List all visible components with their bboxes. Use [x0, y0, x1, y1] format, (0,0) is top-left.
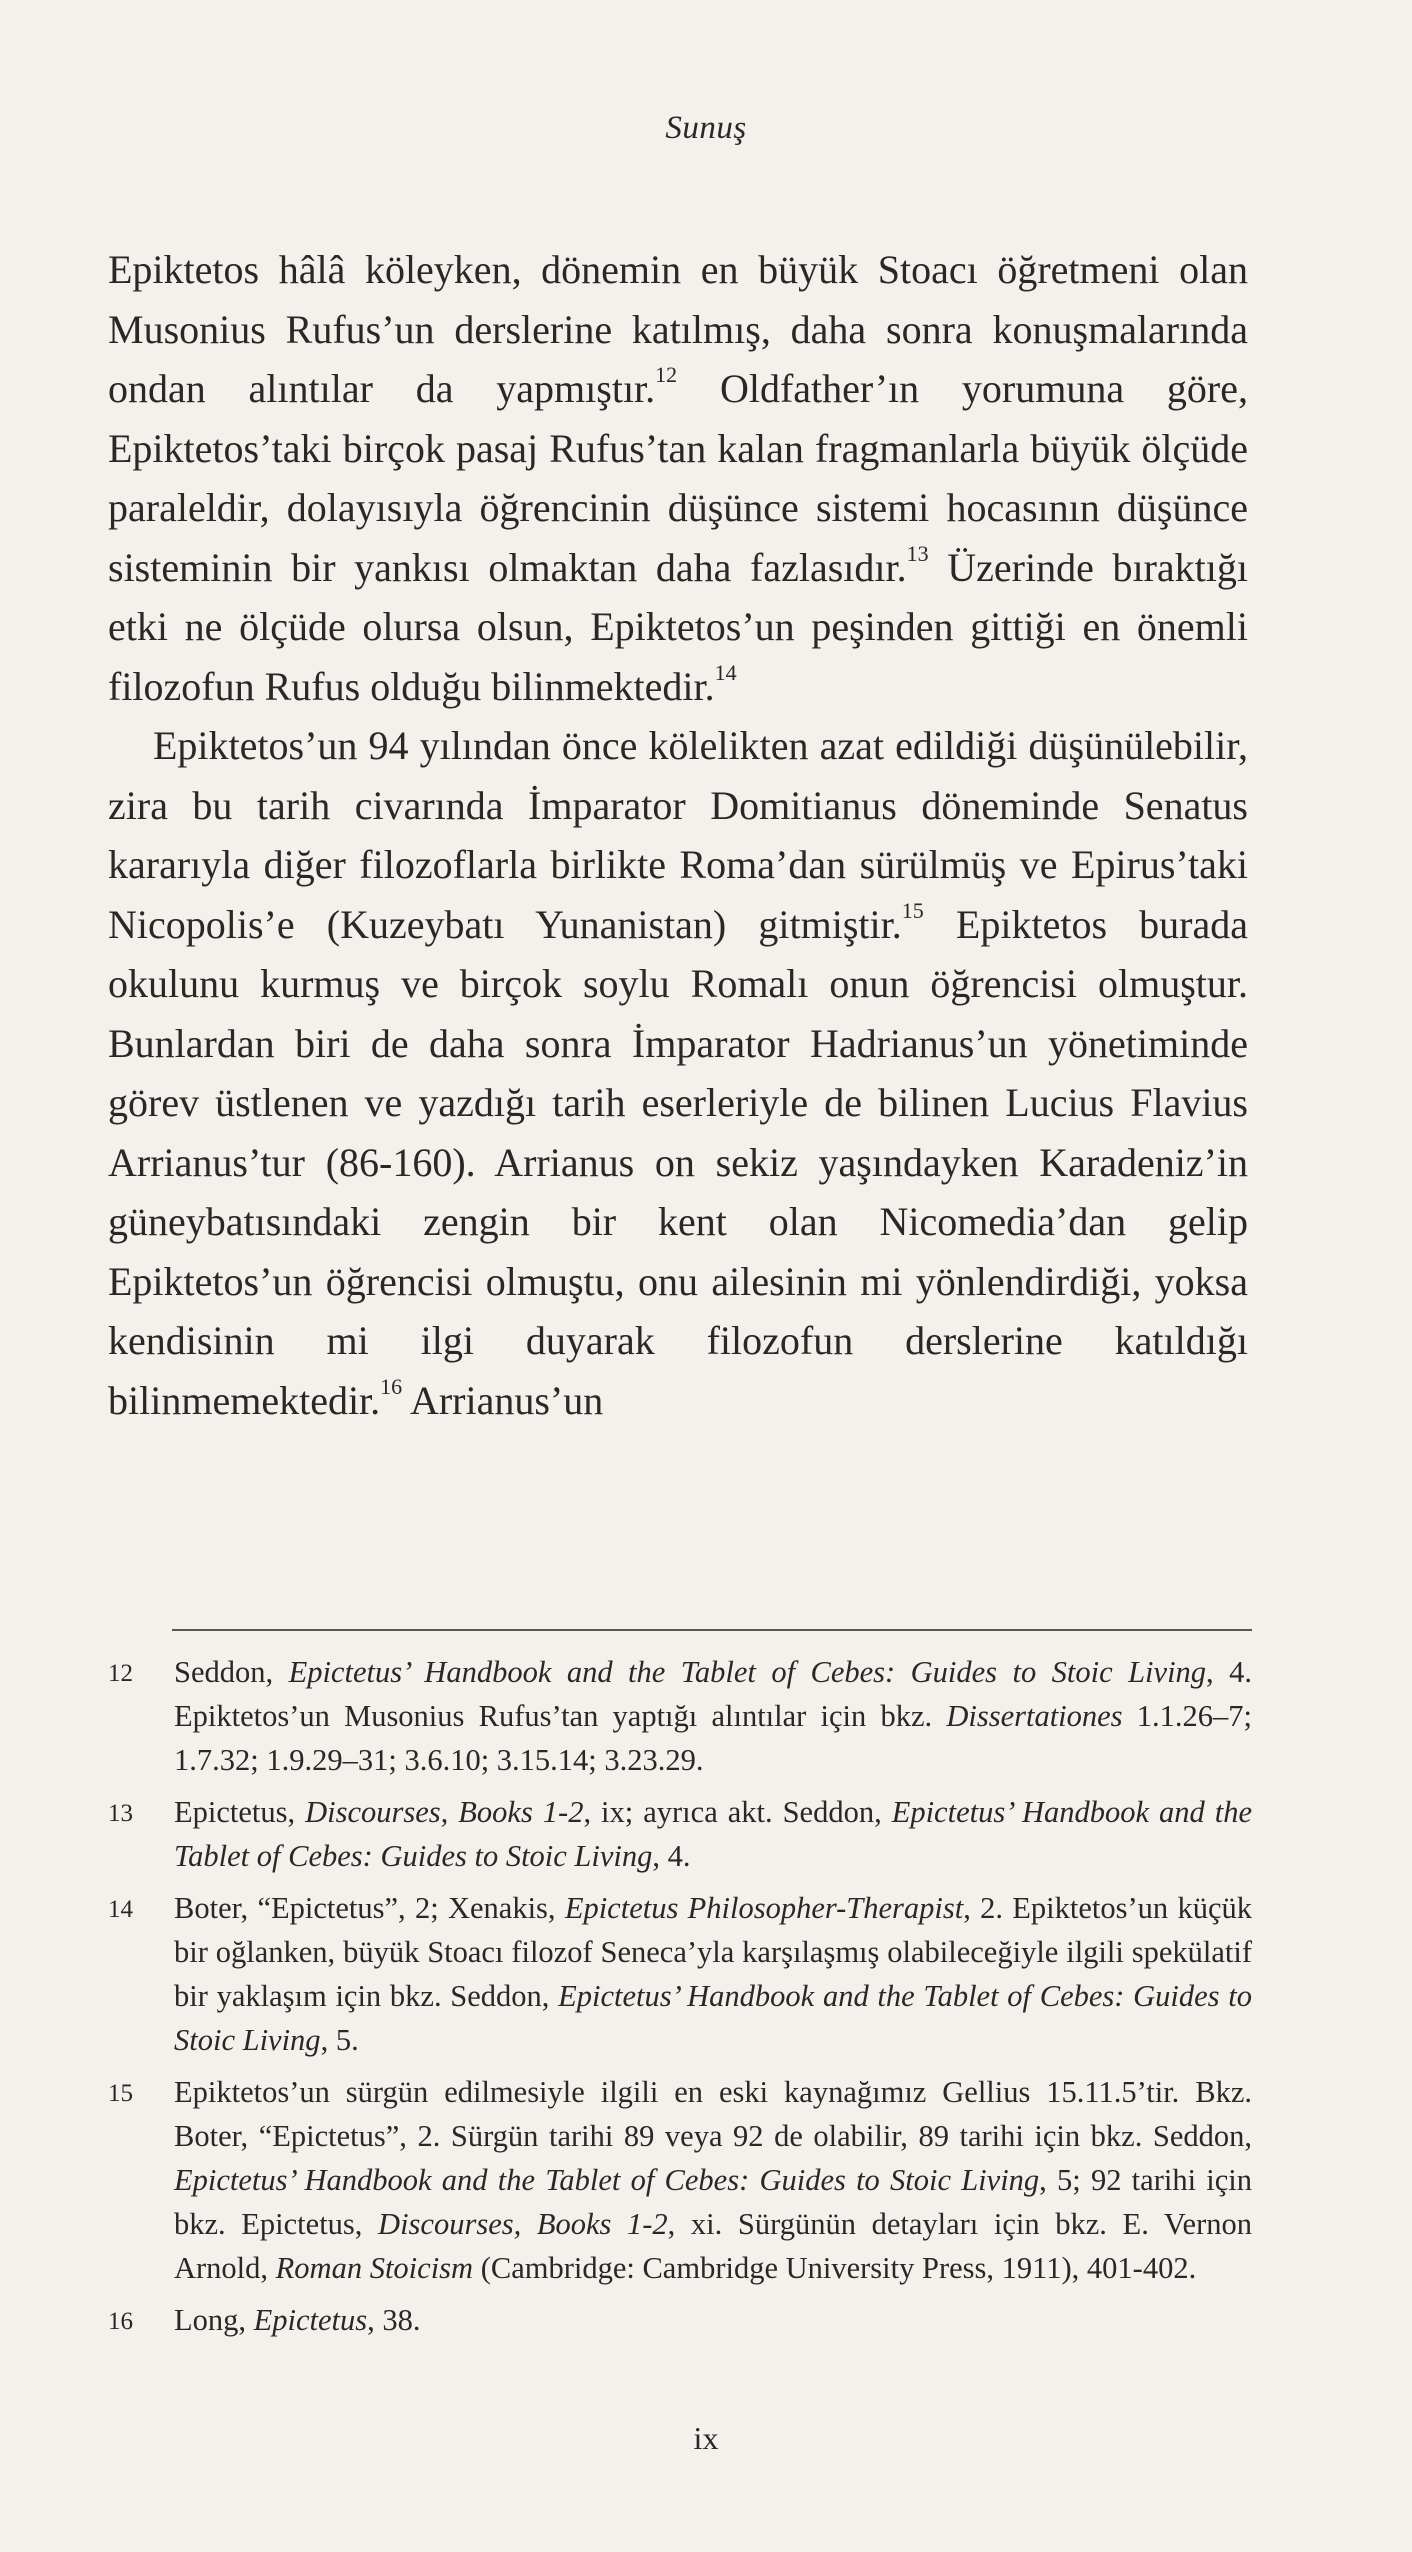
page-number: ix [693, 2420, 719, 2456]
footnote-text [174, 1886, 1252, 2062]
paragraph-text: Arrianus’un [402, 1377, 604, 1423]
footnote-number: 12 [108, 1660, 133, 1687]
footnote-title: Epictetus Philosopher-Therapist [564, 1891, 964, 1925]
footnote-reference: 15 [901, 897, 924, 923]
footnote-segment: 1.1.26–7; 1.7.32; 1.9.29–31; 3.6.10; 3.15.14; 3.23.29. [174, 1699, 1252, 1777]
body-paragraph [108, 240, 1248, 716]
footnote-text [174, 2298, 1252, 2344]
footnote-title: Discourses, Books 1-2 [305, 1795, 584, 1829]
footnote-number: 16 [108, 2308, 133, 2335]
footnote-segment: , 4. Epiktetos’un Musonius Rufus’tan yaptığı alıntılar için bkz. [174, 1655, 1252, 1733]
footnote [108, 2298, 1252, 2344]
paragraph-text: Oldfather’ın yorumuna göre, Epiktetos’taki birçok pasaj Rufus’tan kalan fragmanlarla büyük ölçüde paraleldir, dolayısıyla öğrencinin düşünce sistemi hocasının düşünce sisteminin bir yankısı olmaktan daha fazlasıdır. [108, 366, 1248, 590]
body-text [108, 240, 1248, 1430]
footnote-reference: 14 [714, 659, 737, 685]
footnote-segment: Epiktetos’un sürgün edilmesiyle ilgili en eski kaynağımız Gellius 15.11.5’tir. Bkz. Boter, “Epictetus”, 2. Sürgün tarihi 89 veya 92 de olabilir, 89 tarihi için bkz. Seddon, [174, 2075, 1252, 2153]
footnote-segment: , ix; ayrıca akt. Seddon, [583, 1795, 892, 1829]
paragraph-text: Epiktetos’un 94 yılından önce kölelikten azat edildiği düşünülebilir, zira bu tarih civarında İmparator Domitianus döneminde Senatus kararıyla diğer filozoflarla birlikte Roma’dan sürülmüş ve Epirus’taki Nicopolis’e (Kuzeybatı Yunanistan) gitmiştir. [108, 723, 1248, 947]
footnote-segment: , 2. Epiktetos’un küçük bir oğlanken, büyük Stoacı filozof Seneca’yla karşılaşmış olabileceğiyle ilgili spekülatif bir yaklaşım için bkz. Seddon, [174, 1891, 1253, 2013]
footnote-reference: 13 [906, 540, 929, 566]
footnote-number: 15 [108, 2080, 133, 2107]
footnote-segment: , 5; 92 tarihi için bkz. Epictetus, [174, 2163, 1252, 2241]
footnote-text [174, 2070, 1252, 2290]
footnote-segment: Epictetus, [174, 1795, 306, 1829]
footnote-number: 13 [108, 1800, 133, 1827]
footnote-segment: (Cambridge: Cambridge University Press, 1911), 401-402. [473, 2251, 1197, 2285]
footnote [108, 1790, 1252, 1878]
footnote-segment: , 4. [652, 1839, 691, 1873]
footnote-title: Epictetus’ Handbook and the Tablet of Cebes: Guides to Stoic Living [174, 1795, 1252, 1873]
footnote [108, 1886, 1252, 2062]
footnote-segment: Seddon, [174, 1655, 289, 1689]
footnote [108, 1650, 1252, 1782]
footnote-reference: 16 [380, 1373, 403, 1399]
footnote-segment: , 5. [320, 2023, 359, 2057]
footnote-title: Epictetus’ Handbook and the Tablet of Cebes: Guides to Stoic Living [174, 2163, 1040, 2197]
footnote-segment: Long, [174, 2303, 254, 2337]
footnote-segment: , 38. [367, 2303, 421, 2337]
footnote-title: Dissertationes [946, 1699, 1123, 1733]
running-header: Sunuş [665, 110, 747, 146]
footnote-title: Epictetus’ Handbook and the Tablet of Cebes: Guides to Stoic Living [288, 1655, 1207, 1689]
paragraph-text: Üzerinde bıraktığı etki ne ölçüde olursa olsun, Epiktetos’un peşinden gittiği en önemli filozofun Rufus olduğu bilinmektedir. [108, 544, 1249, 709]
footnote-title: Roman Stoicism [275, 2251, 474, 2285]
footnote-title: Epictetus [253, 2303, 368, 2337]
footnote-divider [172, 1629, 1252, 1631]
paragraph-text: Epiktetos hâlâ köleyken, dönemin en büyük Stoacı öğretmeni olan Musonius Rufus’un derslerine katılmış, daha sonra konuşmalarında ondan alıntılar da yapmıştır. [108, 247, 1248, 411]
paragraph-text: Epiktetos burada okulunu kurmuş ve birçok soylu Romalı onun öğrencisi olmuştur. Bunlardan biri de daha sonra İmparator Hadrianus’un yönetiminde görev üstlenen ve yazdığı tarih eserleriyle de bilinen Lucius Flavius Arrianus’tur (86-160). Arrianus on sekiz yaşındayken Karadeniz’in güneybatısındaki zengin bir kent olan Nicomedia’dan gelip Epiktetos’un öğrencisi olmuştu, onu ailesinin mi yönlendirdiği, yoksa kendisinin mi ilgi duyarak filozofun derslerine katıldığı bilinmemektedir. [108, 901, 1249, 1423]
footnote-text [174, 1650, 1252, 1782]
footnote-title: Epictetus’ Handbook and the Tablet of Cebes: Guides to Stoic Living [174, 1979, 1252, 2057]
footnote-segment: Boter, “Epictetus”, 2; Xenakis, [174, 1891, 565, 1925]
footnote-title: Discourses, Books 1-2 [378, 2207, 668, 2241]
footnote-segment: , xi. Sürgünün detayları için bkz. E. Vernon Arnold, [174, 2207, 1252, 2285]
footnotes [108, 1650, 1252, 2352]
footnote-number: 14 [108, 1896, 133, 1923]
footnote [108, 2070, 1252, 2290]
footnote-text [174, 1790, 1252, 1878]
footnote-reference: 12 [655, 362, 678, 388]
body-paragraph [108, 716, 1248, 1430]
